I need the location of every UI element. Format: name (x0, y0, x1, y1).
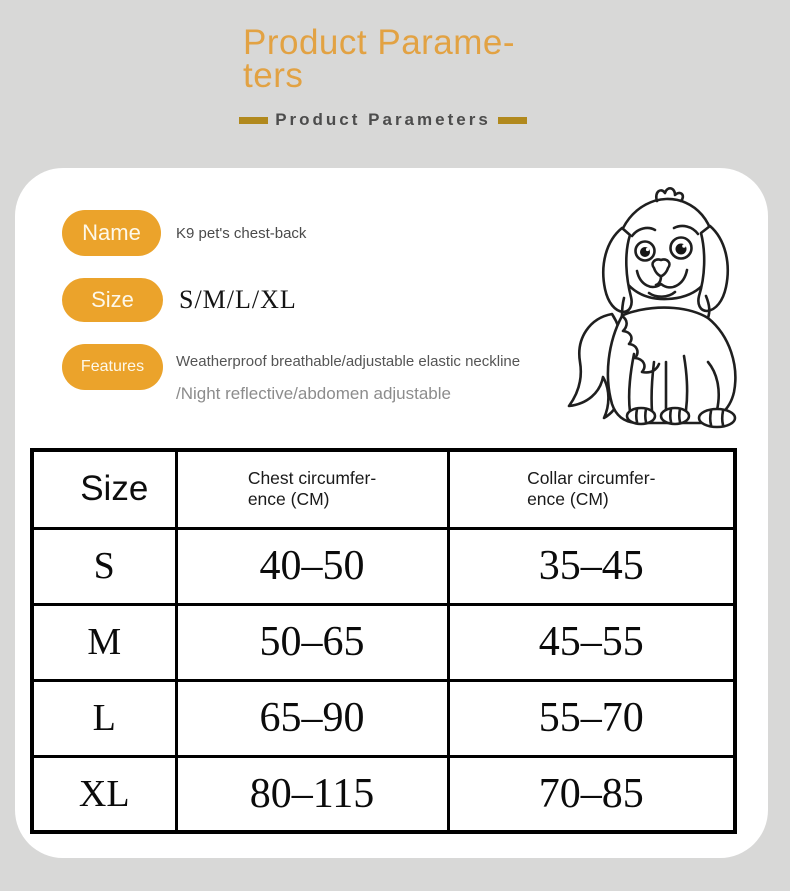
features-value-line2: /Night reflective/abdomen adjustable (176, 384, 451, 403)
field-row-name (62, 210, 306, 256)
size-cell: M (32, 604, 176, 680)
field-row-size (62, 278, 297, 322)
collar-cell: 70–85 (448, 756, 735, 832)
column-header-chest (176, 450, 448, 528)
product-parameters-card (15, 168, 768, 858)
features-label: Features (80, 358, 145, 375)
collar-header-line1: Collar circumfer- (527, 468, 656, 489)
table-row (32, 528, 735, 604)
column-header-size: Size (32, 450, 176, 528)
page-title (243, 23, 533, 95)
name-label-pill (62, 210, 161, 256)
name-value: K9 pet's chest-back (176, 224, 307, 242)
table-row (32, 680, 735, 756)
chest-header-line1: Chest circumfer- (247, 468, 377, 489)
features-value (176, 344, 520, 404)
size-cell: S (32, 528, 176, 604)
size-chart-table (30, 448, 737, 834)
divider-bar-right (498, 117, 527, 124)
field-row-features (62, 344, 520, 404)
features-value-line1: Weatherproof breathable/adjustable elastic neckline (176, 353, 521, 370)
collar-header-line2: ence (CM) (527, 489, 609, 510)
chest-header-line2: ence (CM) (247, 489, 330, 510)
table-header-row (32, 450, 735, 528)
size-label: Size (91, 287, 134, 312)
size-cell: XL (32, 756, 176, 832)
size-value: S/M/L/XL (179, 285, 297, 314)
chest-cell: 40–50 (176, 528, 448, 604)
divider-bar-left (239, 117, 268, 124)
puppy-line-art-svg (560, 166, 770, 431)
name-label: Name (82, 220, 141, 245)
size-cell: L (32, 680, 176, 756)
chest-cell: 50–65 (176, 604, 448, 680)
chest-cell: 80–115 (176, 756, 448, 832)
table-row (32, 604, 735, 680)
section-divider (0, 110, 778, 130)
column-header-collar (448, 450, 735, 528)
collar-cell: 35–45 (448, 528, 735, 604)
chest-cell: 65–90 (176, 680, 448, 756)
page-title-line2: ters (243, 56, 304, 95)
features-label-pill (62, 344, 163, 390)
puppy-illustration (560, 166, 770, 431)
size-label-pill (62, 278, 163, 322)
table-row (32, 756, 735, 832)
collar-cell: 55–70 (448, 680, 735, 756)
collar-cell: 45–55 (448, 604, 735, 680)
section-subtitle: Product Parameters (275, 110, 491, 129)
page-title-line1: Product Parame- (243, 23, 516, 62)
